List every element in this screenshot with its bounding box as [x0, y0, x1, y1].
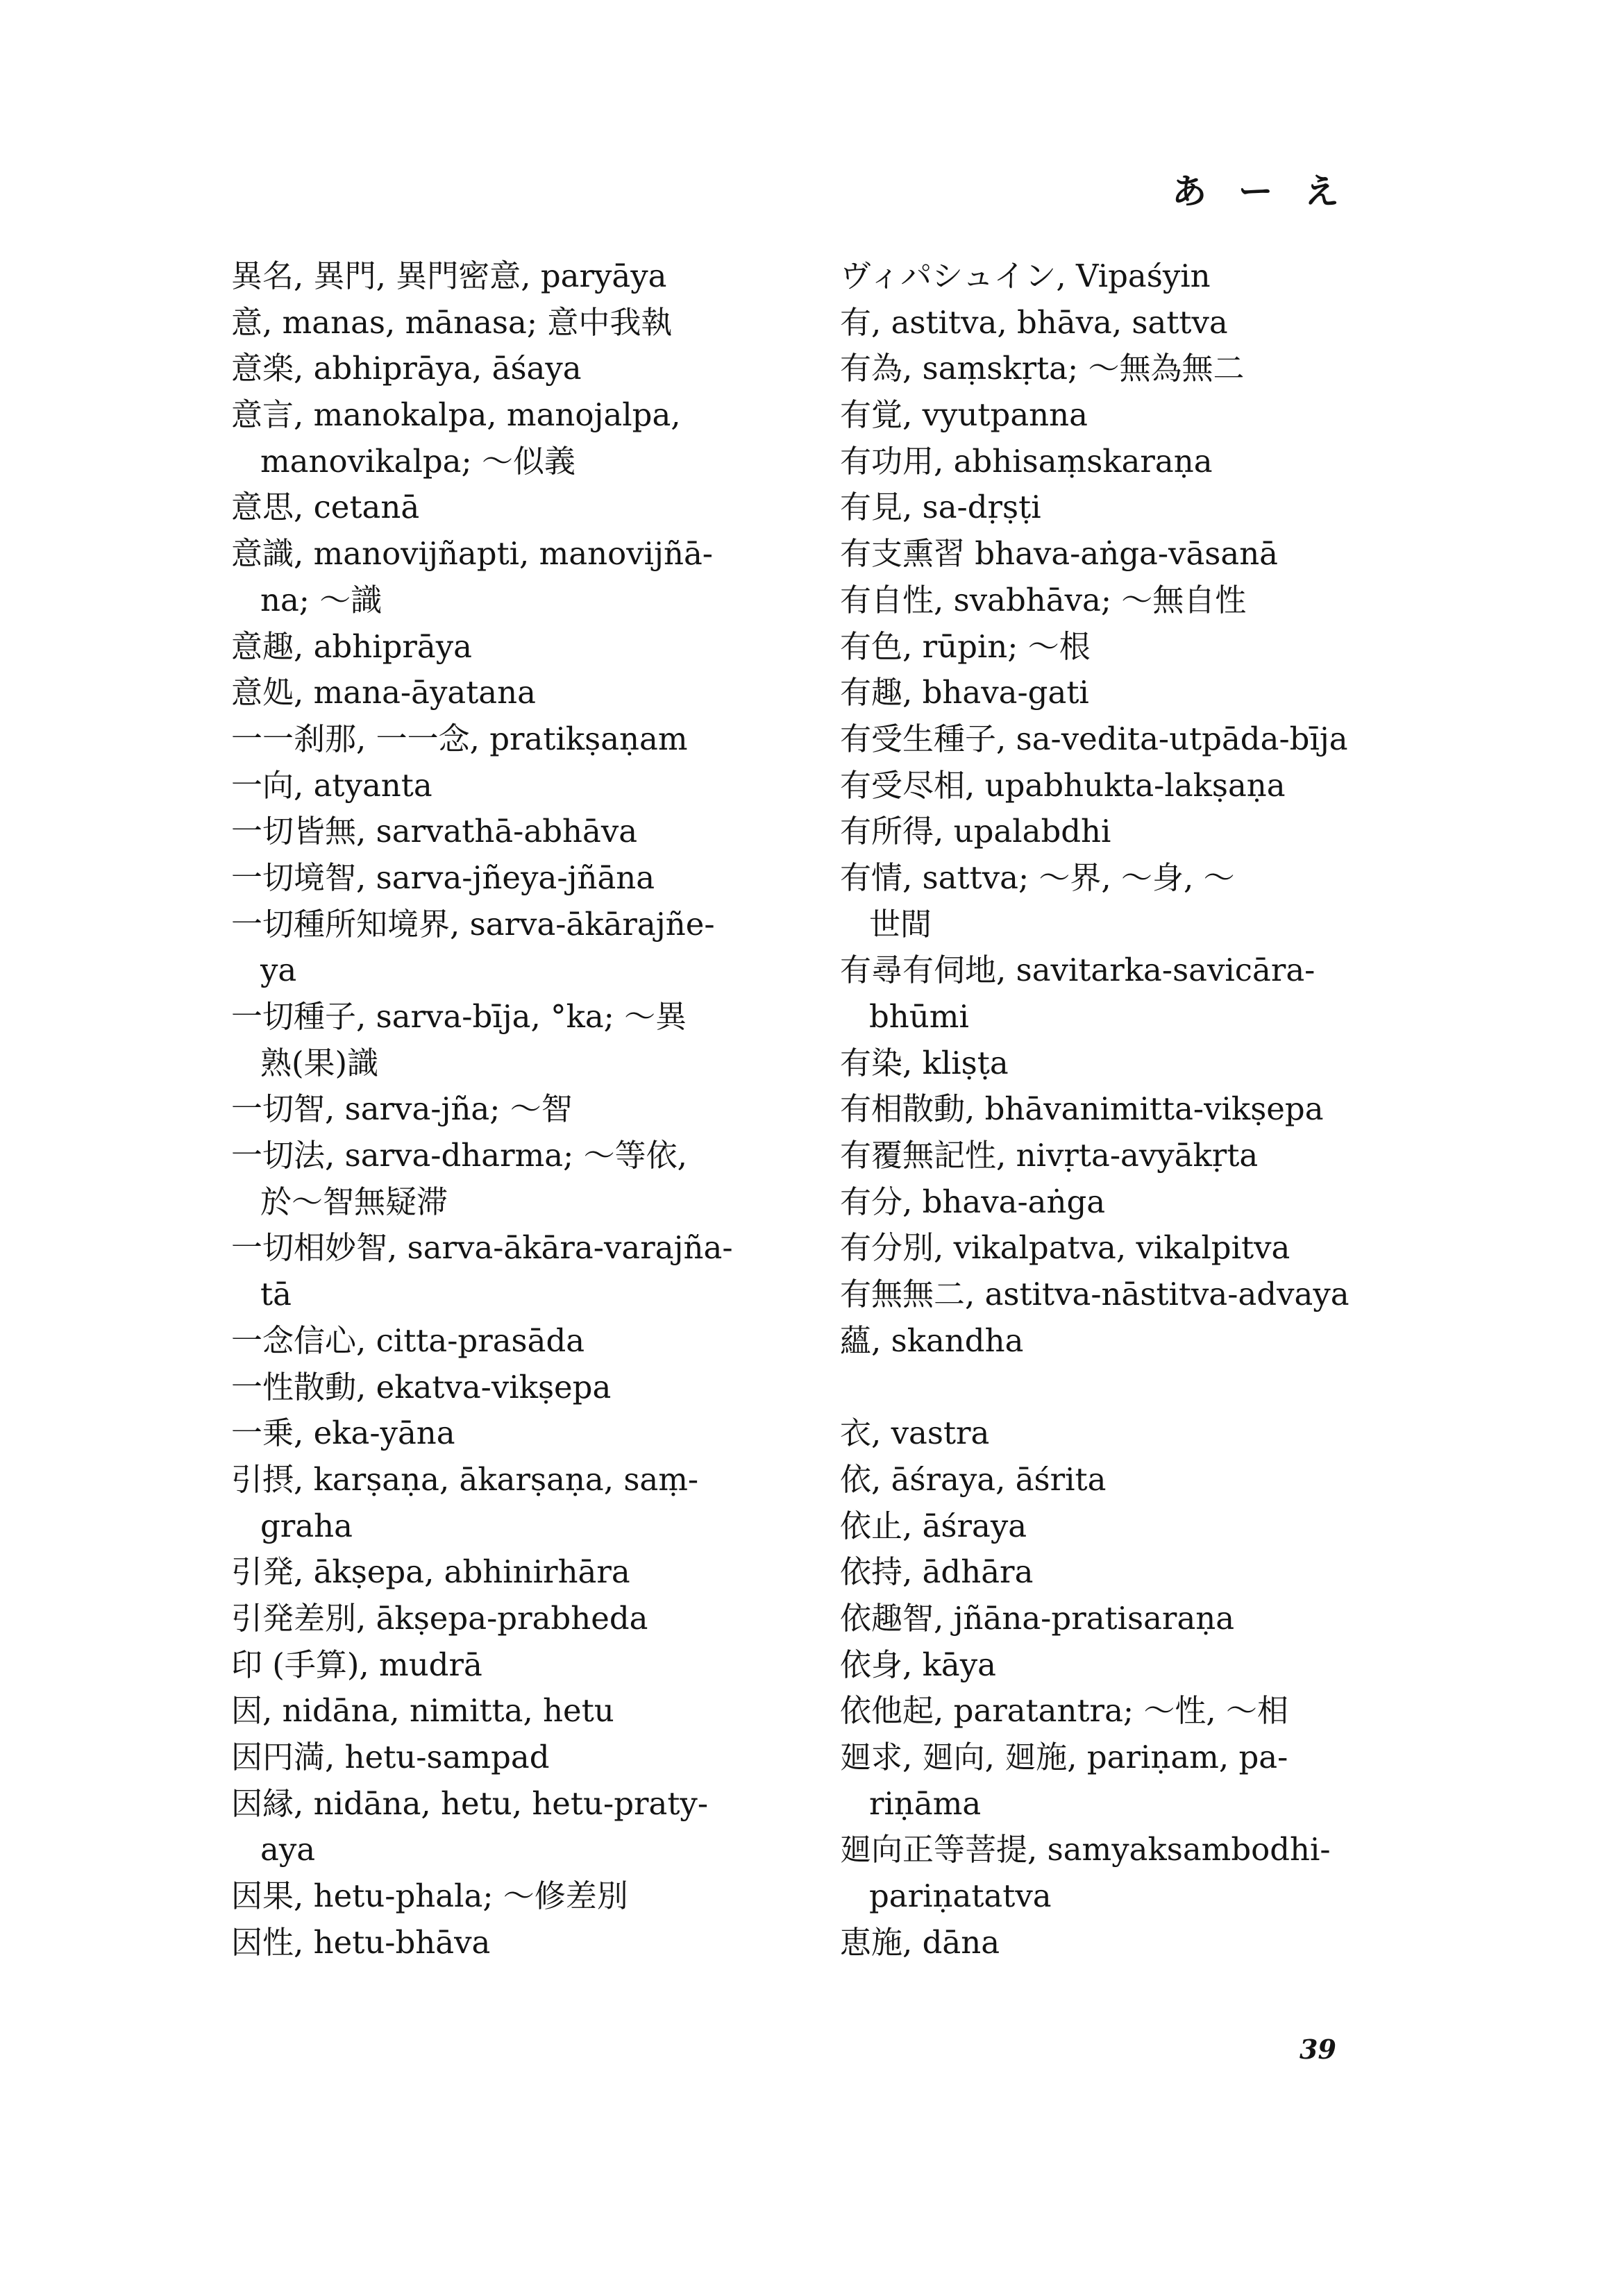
glossary-entry: 有所得, upalabdhi	[840, 813, 1111, 850]
glossary-entry: 一性散動, ekatva-vikṣepa	[231, 1368, 612, 1406]
glossary-entry: 因円満, hetu-sampad	[231, 1739, 550, 1775]
glossary-entry: 意趣, abhiprāya	[231, 627, 473, 665]
glossary-entry: 有支熏習 bhava-aṅga-vāsanā	[840, 535, 1279, 573]
glossary-entry: 廻向正等菩提, samyaksambodhi-	[840, 1831, 1331, 1868]
glossary-entry: 一切法, sarva-dharma; ～等依,	[231, 1137, 687, 1174]
glossary-entry: 因, nidāna, nimitta, hetu	[231, 1692, 614, 1730]
glossary-entry: 異名, 異門, 異門密意, paryāya	[231, 258, 667, 294]
glossary-entry: 有受生種子, sa-vedita-utpāda-bīja	[840, 720, 1348, 757]
glossary-entry: 依他起, paratantra; ～性, ～相	[840, 1692, 1288, 1730]
glossary-entry-continuation: ya	[260, 952, 297, 989]
glossary-entry: 有覆無記性, nivṛta-avyākṛta	[840, 1137, 1259, 1174]
glossary-entry-continuation: aya	[260, 1831, 316, 1868]
glossary-entry: 引発差別, ākṣepa-prabheda	[231, 1599, 648, 1637]
glossary-entry: 印 (手算), mudrā	[231, 1646, 482, 1683]
glossary-entry: 意, manas, mānasa; 意中我執	[231, 303, 673, 341]
glossary-entry: 因性, hetu-bhāva	[231, 1923, 491, 1961]
glossary-entry: 有染, kliṣṭa	[840, 1044, 1009, 1081]
glossary-entry: 有情, sattva; ～界, ～身, ～	[840, 859, 1235, 896]
glossary-entry: 一切種所知境界, sarva-ākārajñe-	[231, 905, 715, 943]
glossary-entry: 一念信心, citta-prasāda	[231, 1322, 585, 1359]
glossary-entry: 一切智, sarva-jña; ～智	[231, 1090, 573, 1128]
glossary-entry: 有, astitva, bhāva, sattva	[840, 303, 1228, 341]
glossary-entry: 有為, saṃskṛta; ～無為無二	[840, 350, 1245, 387]
glossary-entry-continuation: 熟(果)識	[260, 1044, 379, 1081]
glossary-entry: 有無無二, astitva-nāstitva-advaya	[840, 1276, 1349, 1313]
glossary-entry: 有見, sa-dṛṣṭi	[840, 489, 1041, 526]
left-column	[231, 253, 773, 1966]
glossary-entry: 蘊, skandha	[840, 1322, 1024, 1359]
glossary-entry-continuation: riṇāma	[869, 1784, 982, 1822]
section-gap	[840, 1365, 1409, 1411]
glossary-entry: 一切境智, sarva-jñeya-jñāna	[231, 859, 655, 896]
glossary-entry: 意処, mana-āyatana	[231, 674, 536, 711]
glossary-entry: 有自性, svabhāva; ～無自性	[840, 581, 1247, 618]
glossary-entry-continuation: graha	[260, 1507, 353, 1544]
glossary-entry-continuation: tā	[260, 1276, 292, 1313]
glossary-entry: 依身, kāya	[840, 1646, 996, 1683]
glossary-entry: 有受尽相, upabhukta-lakṣaṇa	[840, 766, 1286, 804]
glossary-entry: 廻求, 廻向, 廻施, pariṇam, pa-	[840, 1739, 1288, 1775]
glossary-entry-continuation: na; ～識	[260, 581, 382, 618]
glossary-entry-continuation: 世間	[869, 905, 932, 943]
glossary-entry: ヴィパシュイン, Vipaśyin	[840, 258, 1211, 294]
glossary-entry: 有分, bhava-aṅga	[840, 1183, 1106, 1220]
glossary-entry: 因縁, nidāna, hetu, hetu-praty-	[231, 1784, 709, 1822]
glossary-entry: 依趣智, jñāna-pratisaraṇa	[840, 1599, 1235, 1637]
right-column	[840, 253, 1409, 1966]
glossary-entry-continuation: bhūmi	[869, 998, 969, 1035]
glossary-entry: 依持, ādhāra	[840, 1553, 1034, 1591]
glossary-entry: 意思, cetanā	[231, 489, 420, 526]
glossary-entry: 一一刹那, 一一念, pratikṣaṇam	[231, 720, 688, 757]
glossary-entry: 恵施, dāna	[840, 1923, 1000, 1961]
glossary-entry: 依止, āśraya	[840, 1507, 1027, 1544]
glossary-entry: 有功用, abhisaṃskaraṇa	[840, 442, 1213, 480]
glossary-entry: 意言, manokalpa, manojalpa,	[231, 396, 681, 434]
glossary-entry: 有覚, vyutpanna	[840, 396, 1088, 434]
glossary-entry: 有尋有伺地, savitarka-savicāra-	[840, 952, 1315, 989]
glossary-entry: 一向, atyanta	[231, 766, 432, 804]
glossary-entry: 有相散動, bhāvanimitta-vikṣepa	[840, 1090, 1324, 1128]
glossary-entry: 衣, vastra	[840, 1415, 990, 1452]
glossary-entry: 意楽, abhiprāya, āśaya	[231, 350, 582, 387]
glossary-entry: 有分別, vikalpatva, vikalpitva	[840, 1229, 1290, 1267]
glossary-entry: 意識, manovijñapti, manovijñā-	[231, 535, 714, 573]
glossary-entry: 一切皆無, sarvathā-abhāva	[231, 813, 638, 850]
glossary-entry: 一切相妙智, sarva-ākāra-varajña-	[231, 1229, 733, 1267]
glossary-entry: 引摂, karṣaṇa, ākarṣaṇa, saṃ-	[231, 1460, 699, 1498]
glossary-entry: 依, āśraya, āśrita	[840, 1460, 1107, 1498]
page-number: 39	[1300, 2034, 1336, 2065]
glossary-entry: 引発, ākṣepa, abhinirhāra	[231, 1553, 630, 1591]
glossary-entry-continuation: manovikalpa; ～似義	[260, 442, 575, 480]
glossary-entry: 因果, hetu-phala; ～修差別	[231, 1877, 628, 1915]
glossary-entry: 一切種子, sarva-bīja, °ka; ～異	[231, 998, 687, 1035]
glossary-entry-continuation: 於～智無疑滞	[260, 1183, 448, 1220]
glossary-entry-continuation: pariṇatatva	[869, 1877, 1052, 1915]
page-header-kana-range: あ ー え	[1172, 171, 1349, 212]
glossary-entry: 一乗, eka-yāna	[231, 1415, 455, 1452]
glossary-entry: 有色, rūpin; ～根	[840, 627, 1091, 665]
glossary-entry: 有趣, bhava-gati	[840, 674, 1089, 711]
